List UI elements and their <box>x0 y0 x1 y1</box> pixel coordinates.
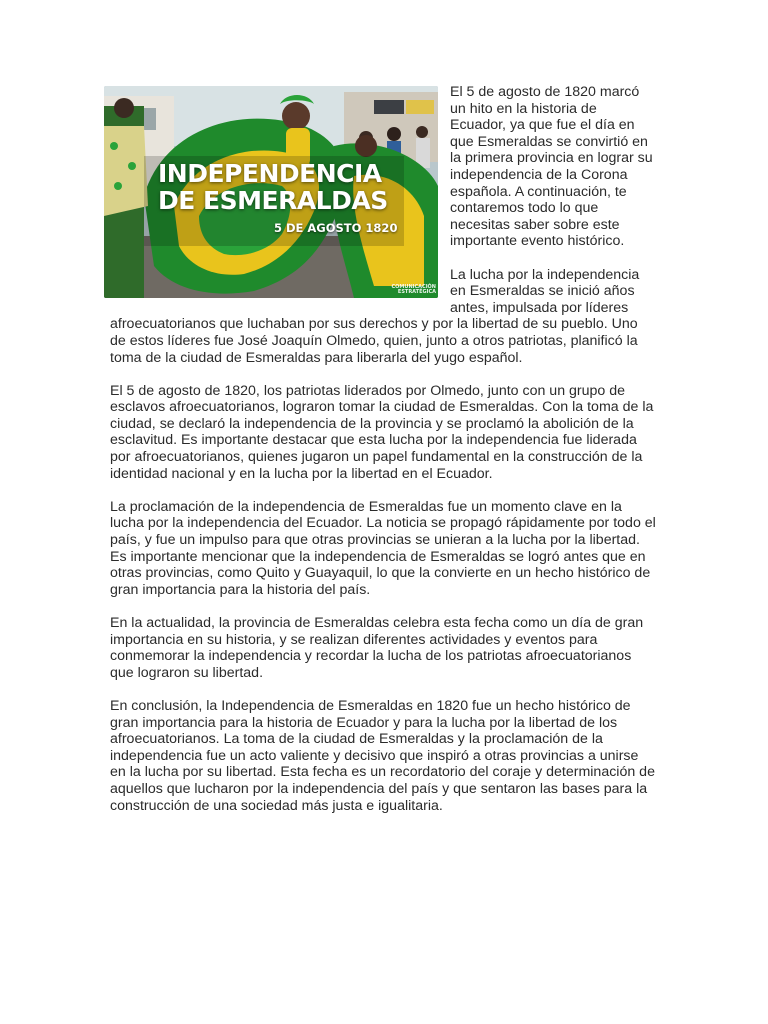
paragraph-intro: El 5 de agosto de 1820 marcó un hito en la historia de Ecuador, ya que fue el día en que Esmeraldas se convirtió en la primera provincia en lograr su independencia de la Corona española. A continuación, te contaremos todo lo que necesitas saber sobre este importante evento histórico. <box>450 84 653 250</box>
paragraph-proclamation: La proclamación de la independencia de Esmeraldas fue un momento clave en la lucha por la independencia del Ecuador. La noticia se propagó rápidamente por todo el país, y fue un impulso para que otras provincias se unieran a la lucha por la libertad. Es importante mencionar que la independencia de Esmeraldas se logró antes que en otras provincias, como Quito y Guayaquil, lo que la convierte en un hecho histórico de gran importancia para la historia del país. <box>110 498 656 598</box>
paragraph-conclusion: En conclusión, la Independencia de Esmeraldas en 1820 fue un hecho histórico de gran importancia para la historia de Ecuador y para la lucha por la libertad de los afroecuatorianos. La toma de la ciudad de Esmeraldas y la proclamación de la independencia fue un acto valiente y decisivo que inspiró a otras provincias a unirse en la lucha por su libertad. Esta fecha es un recordatorio del coraje y determinación de aquellos que lucharon por la independencia del país y que sentaron las bases para la construcción de una sociedad más justa e igualitaria. <box>110 697 655 814</box>
paragraph-capture: El 5 de agosto de 1820, los patriotas liderados por Olmedo, junto con un grupo de esclavos afroecuatorianos, lograron tomar la ciudad de Esmeraldas. Con la toma de la ciudad, se declaró la independencia de la provincia y se proclamó la abolición de la esclavitud. Es importante destacar que esta lucha por la independencia fue liderada por afroecuatorianos, quienes jugaron un papel fundamental en la construcción de la identidad nacional y en la lucha por la libertad en el Ecuador. <box>110 382 654 482</box>
image-date: 5 DE AGOSTO 1820 <box>274 221 398 235</box>
paragraph-today: En la actualidad, la provincia de Esmeraldas celebra esta fecha como un día de gran importancia en su historia, y se realizan diferentes actividades y eventos para conmemorar la independencia y recordar la lucha de los patriotas afroecuatorianos que lograron su libertad. <box>110 615 644 681</box>
document-page <box>110 84 656 831</box>
image-title-line-2: DE ESMERALDAS <box>158 186 388 215</box>
image-title <box>158 160 388 214</box>
paragraph-origins: La lucha por la independencia en Esmeraldas se inició años antes, impulsada por líderes afroecuatorianos que luchaban por sus derechos y por la libertad de su pueblo. Uno de estos líderes fue José Joaquín Olmedo, quien, junto a otros patriotas, planificó la toma de la ciudad de Esmeraldas para liberarla del yugo español. <box>110 266 640 366</box>
image-credit-line-2: ESTRATÉGICA <box>397 289 436 295</box>
hero-photo <box>104 86 438 298</box>
image-credit <box>391 285 436 295</box>
image-title-line-1: INDEPENDENCIA <box>158 159 382 188</box>
image-credit-line-1: COMUNICACIÓN <box>391 284 436 290</box>
